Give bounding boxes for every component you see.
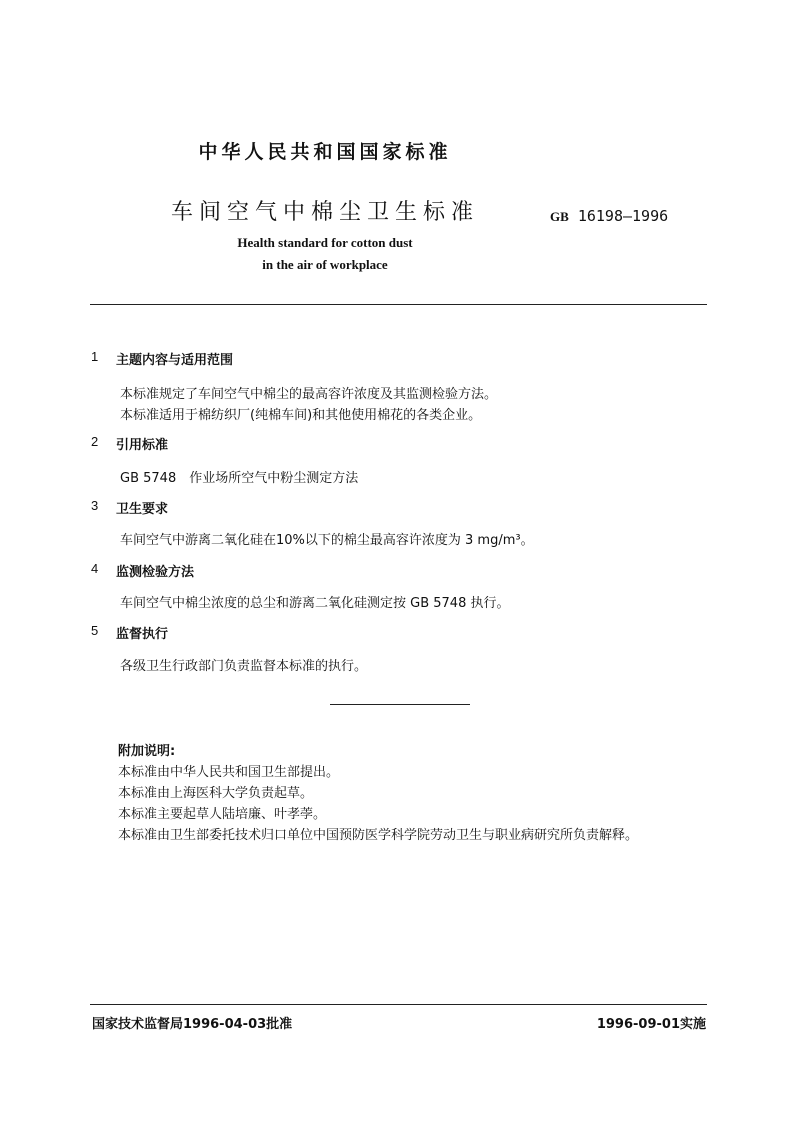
section-title: 监督执行 bbox=[116, 627, 169, 642]
section-number: 2 bbox=[91, 434, 99, 449]
end-divider bbox=[330, 704, 470, 705]
section-paragraph: 车间空气中游离二氧化硅在10%以下的棉尘最高容许浓度为 3 mg/m³。 bbox=[120, 533, 534, 548]
standard-title-en-line2: in the air of workplace bbox=[262, 257, 388, 272]
header-rule bbox=[90, 304, 707, 305]
section-paragraph: 车间空气中棉尘浓度的总尘和游离二氧化硅测定按 GB 5748 执行。 bbox=[120, 596, 510, 611]
section-title: 卫生要求 bbox=[116, 502, 169, 517]
approval-date: 国家技术监督局1996-04-03批准 bbox=[92, 1017, 293, 1032]
notes-heading: 附加说明: bbox=[118, 744, 176, 759]
section-title: 引用标准 bbox=[116, 438, 169, 453]
implementation-date: 1996-09-01实施 bbox=[596, 1017, 706, 1032]
section-paragraph: 本标准适用于棉纺织厂(纯棉车间)和其他使用棉花的各类企业。 bbox=[120, 408, 482, 423]
standard-code bbox=[550, 207, 668, 225]
standard-code-number: 16198—1996 bbox=[577, 207, 669, 225]
national-standard-heading: 中华人民共和国国家标准 bbox=[198, 141, 452, 163]
note-line: 本标准主要起草人陆培廉、叶孝荸。 bbox=[118, 807, 327, 822]
standard-title-en-line1: Health standard for cotton dust bbox=[237, 235, 413, 250]
section-number: 4 bbox=[91, 561, 99, 576]
section-number: 3 bbox=[91, 498, 99, 513]
section-paragraph: 本标准规定了车间空气中棉尘的最高容许浓度及其监测检验方法。 bbox=[120, 387, 498, 402]
section-number: 1 bbox=[91, 349, 99, 364]
standard-code-prefix: GB bbox=[550, 209, 569, 224]
note-line: 本标准由卫生部委托技术归口单位中国预防医学科学院劳动卫生与职业病研究所负责解释。 bbox=[118, 828, 639, 843]
section-number: 5 bbox=[91, 623, 99, 638]
section-title: 主题内容与适用范围 bbox=[116, 353, 234, 368]
note-line: 本标准由中华人民共和国卫生部提出。 bbox=[118, 765, 340, 780]
section-title: 监测检验方法 bbox=[116, 565, 195, 580]
section-paragraph: 各级卫生行政部门负责监督本标准的执行。 bbox=[120, 659, 368, 674]
standard-title-cn: 车间空气中棉尘卫生标准 bbox=[170, 200, 479, 225]
footer-rule bbox=[90, 1004, 707, 1005]
section-paragraph: GB 5748 作业场所空气中粉尘测定方法 bbox=[120, 471, 359, 486]
note-line: 本标准由上海医科大学负责起草。 bbox=[118, 786, 314, 801]
